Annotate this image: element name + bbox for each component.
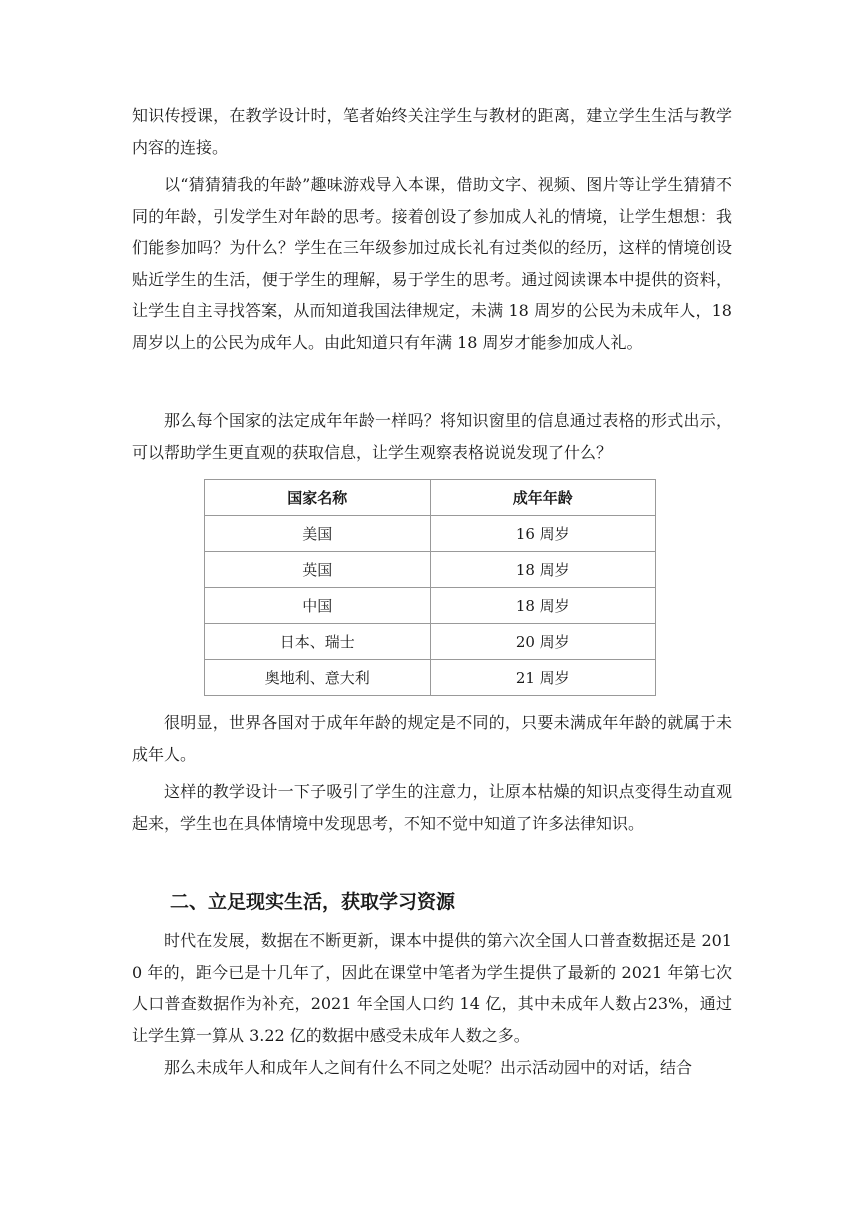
column-header-country: 国家名称 — [205, 480, 431, 516]
column-header-age: 成年年龄 — [430, 480, 656, 516]
table-row — [205, 588, 656, 624]
age-cell: 16 周岁 — [430, 516, 656, 552]
country-cell: 美国 — [205, 516, 431, 552]
paragraph-intro: 知识传授课，在教学设计时，笔者始终关注学生与教材的距离，建立学生生活与教学内容的连接。 — [132, 106, 732, 157]
paragraph-population-data: 时代在发展，数据在不断更新，课本中提供的第六次全国人口普查数据还是 2010 年的，距今已是十几年了，因此在课堂中笔者为学生提供了最新的 2021 年第七次人口普查数据作为补充，2021 年全国人口约 14 亿，其中未成年人数占23%，通过让学生算一算从 3.22 亿的数据中感受未成年人数之多。 — [132, 931, 732, 1045]
table-row — [205, 660, 656, 696]
adult-age-table — [204, 479, 656, 696]
country-cell: 奥地利、意大利 — [205, 660, 431, 696]
age-cell: 21 周岁 — [430, 660, 656, 696]
country-cell: 中国 — [205, 588, 431, 624]
paragraph-age-game: 以“猜猜猜我的年龄”趣味游戏导入本课，借助文字、视频、图片等让学生猜猜不同的年龄，引发学生对年龄的思考。接着创设了参加成人礼的情境，让学生想想：我们能参加吗？为什么？学生在三年级参加过成长礼有过类似的经历，这样的情境创设贴近学生的生活，便于学生的理解，易于学生的思考。通过阅读课本中提供的资料，让学生自主寻找答案，从而知道我国法律规定，未满 18 周岁的公民为未成年人，18 周岁以上的公民为成年人。由此知道只有年满 18 周岁才能参加成人礼。 — [132, 175, 732, 352]
table-row — [205, 516, 656, 552]
table-row — [205, 552, 656, 588]
table-row — [205, 624, 656, 660]
country-cell: 英国 — [205, 552, 431, 588]
paragraph-conclusion: 很明显，世界各国对于成年年龄的规定是不同的，只要未满成年年龄的就属于未成年人。 — [132, 713, 732, 764]
paragraph-design-effect: 这样的教学设计一下子吸引了学生的注意力，让原本枯燥的知识点变得生动直观起来，学生也在具体情境中发现思考，不知不觉中知道了许多法律知识。 — [132, 782, 732, 833]
age-cell: 18 周岁 — [430, 588, 656, 624]
section-heading: 二、立足现实生活，获取学习资源 — [170, 891, 456, 913]
age-cell: 18 周岁 — [430, 552, 656, 588]
paragraph-table-intro: 那么每个国家的法定成年年龄一样吗？将知识窗里的信息通过表格的形式出示，可以帮助学生更直观的获取信息，让学生观察表格说说发现了什么？ — [132, 411, 732, 462]
age-cell: 20 周岁 — [430, 624, 656, 660]
table-header-row — [205, 480, 656, 516]
country-cell: 日本、瑞士 — [205, 624, 431, 660]
paragraph-differences: 那么未成年人和成年人之间有什么不同之处呢？出示活动园中的对话，结合 — [164, 1058, 693, 1077]
